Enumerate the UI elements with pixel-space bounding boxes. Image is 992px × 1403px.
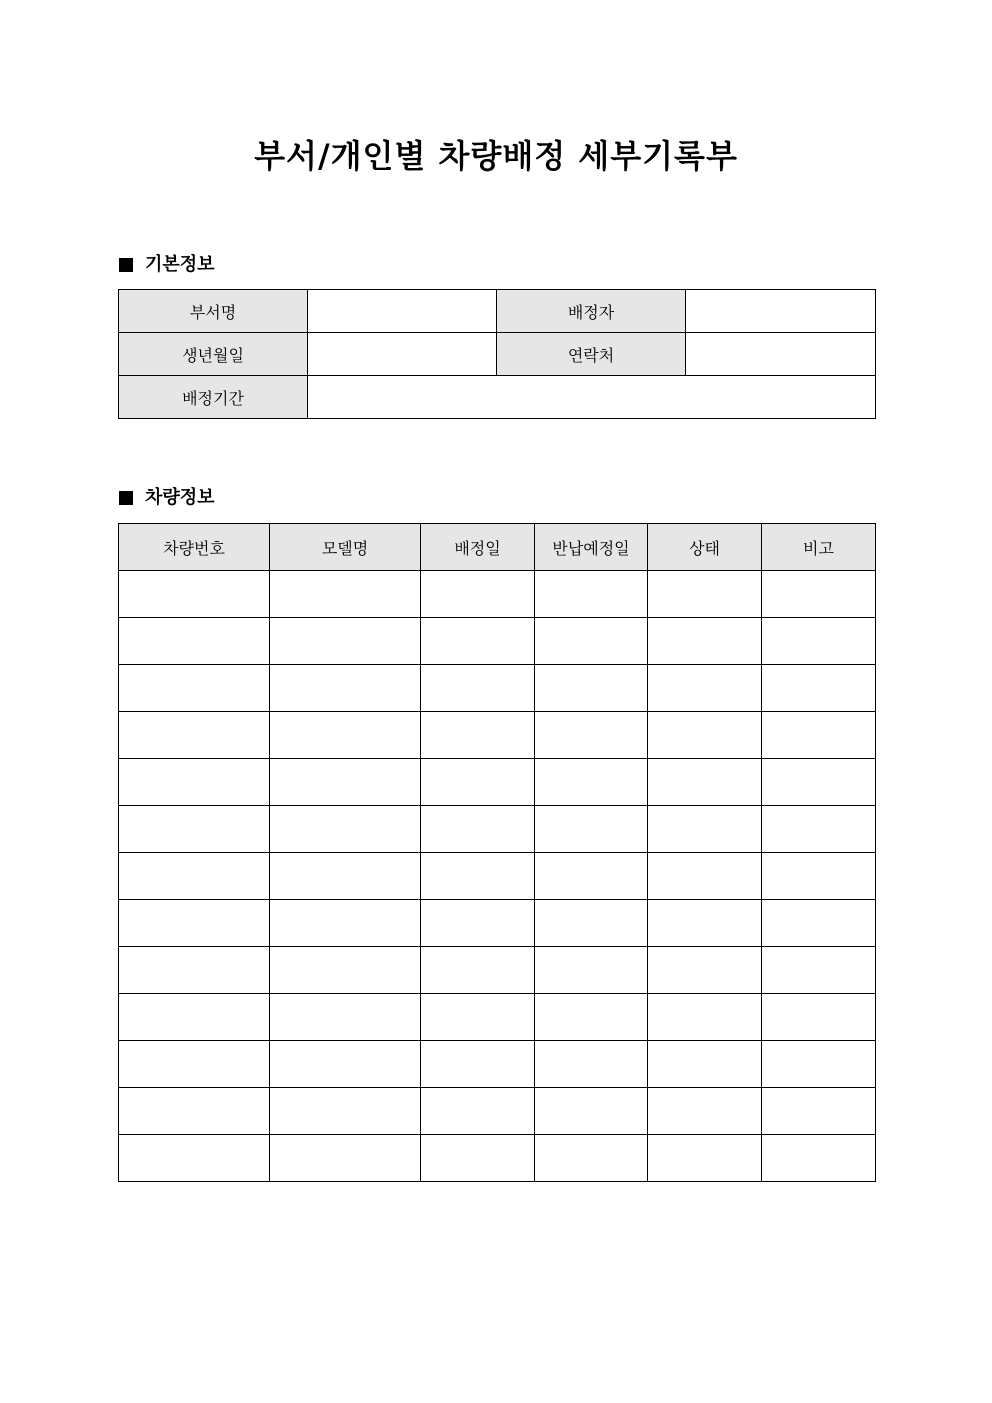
assign-date-cell[interactable]: [421, 853, 535, 900]
remarks-cell[interactable]: [762, 712, 876, 759]
return-date-cell[interactable]: [535, 759, 648, 806]
model-cell[interactable]: [270, 1088, 421, 1135]
return-date-cell[interactable]: [535, 618, 648, 665]
contact-label: 연락처: [497, 333, 686, 376]
return-date-cell[interactable]: [535, 994, 648, 1041]
period-value[interactable]: [308, 376, 876, 419]
table-row: [119, 853, 876, 900]
vehicle-table-body: [119, 571, 876, 1182]
table-row: [119, 618, 876, 665]
vehicle-info-heading: [119, 486, 215, 510]
status-cell[interactable]: [648, 947, 762, 994]
assign-date-cell[interactable]: [421, 665, 535, 712]
remarks-cell[interactable]: [762, 665, 876, 712]
vehicle-number-cell[interactable]: [119, 806, 270, 853]
assign-date-cell[interactable]: [421, 712, 535, 759]
vehicle-number-cell[interactable]: [119, 853, 270, 900]
model-cell[interactable]: [270, 806, 421, 853]
table-row: [119, 1135, 876, 1182]
vehicle-number-cell[interactable]: [119, 618, 270, 665]
table-row: [119, 900, 876, 947]
remarks-cell[interactable]: [762, 900, 876, 947]
return-date-cell[interactable]: [535, 806, 648, 853]
model-cell[interactable]: [270, 618, 421, 665]
vehicle-number-cell[interactable]: [119, 1041, 270, 1088]
remarks-cell[interactable]: [762, 618, 876, 665]
basic-info-row: [119, 290, 876, 333]
square-bullet-icon: [119, 491, 133, 505]
model-cell[interactable]: [270, 1135, 421, 1182]
assign-date-cell[interactable]: [421, 759, 535, 806]
status-cell[interactable]: [648, 618, 762, 665]
remarks-cell[interactable]: [762, 759, 876, 806]
vehicle-number-cell[interactable]: [119, 759, 270, 806]
status-cell[interactable]: [648, 994, 762, 1041]
status-cell[interactable]: [648, 1041, 762, 1088]
status-cell[interactable]: [648, 571, 762, 618]
column-header-status: 상태: [648, 524, 762, 571]
remarks-cell[interactable]: [762, 806, 876, 853]
model-cell[interactable]: [270, 853, 421, 900]
assign-date-cell[interactable]: [421, 947, 535, 994]
assign-date-cell[interactable]: [421, 806, 535, 853]
column-header-remarks: 비고: [762, 524, 876, 571]
vehicle-number-cell[interactable]: [119, 665, 270, 712]
return-date-cell[interactable]: [535, 712, 648, 759]
return-date-cell[interactable]: [535, 853, 648, 900]
assign-date-cell[interactable]: [421, 1088, 535, 1135]
vehicle-number-cell[interactable]: [119, 994, 270, 1041]
assign-date-cell[interactable]: [421, 900, 535, 947]
column-header-model: 모델명: [270, 524, 421, 571]
remarks-cell[interactable]: [762, 853, 876, 900]
return-date-cell[interactable]: [535, 1135, 648, 1182]
return-date-cell[interactable]: [535, 665, 648, 712]
assign-date-cell[interactable]: [421, 1041, 535, 1088]
model-cell[interactable]: [270, 759, 421, 806]
assign-date-cell[interactable]: [421, 1135, 535, 1182]
column-header-vehicle-number: 차량번호: [119, 524, 270, 571]
assign-date-cell[interactable]: [421, 571, 535, 618]
vehicle-info-heading-label: 차량정보: [145, 487, 215, 508]
department-label: 부서명: [119, 290, 308, 333]
status-cell[interactable]: [648, 665, 762, 712]
remarks-cell[interactable]: [762, 1041, 876, 1088]
remarks-cell[interactable]: [762, 571, 876, 618]
basic-info-heading: [119, 253, 215, 277]
document-title: 부서/개인별 차량배정 세부기록부: [254, 137, 738, 175]
status-cell[interactable]: [648, 900, 762, 947]
status-cell[interactable]: [648, 712, 762, 759]
birthdate-label: 생년월일: [119, 333, 308, 376]
basic-info-table: [118, 289, 876, 419]
assign-date-cell[interactable]: [421, 618, 535, 665]
column-header-return-date: 반납예정일: [535, 524, 648, 571]
table-row: [119, 806, 876, 853]
table-row: [119, 665, 876, 712]
period-label: 배정기간: [119, 376, 308, 419]
remarks-cell[interactable]: [762, 947, 876, 994]
vehicle-info-table: [118, 523, 876, 1182]
model-cell[interactable]: [270, 712, 421, 759]
table-row: [119, 947, 876, 994]
square-bullet-icon: [119, 258, 133, 272]
vehicle-number-cell[interactable]: [119, 1135, 270, 1182]
model-cell[interactable]: [270, 900, 421, 947]
contact-value[interactable]: [686, 333, 876, 376]
remarks-cell[interactable]: [762, 1088, 876, 1135]
vehicle-number-cell[interactable]: [119, 712, 270, 759]
status-cell[interactable]: [648, 1135, 762, 1182]
table-row: [119, 712, 876, 759]
model-cell[interactable]: [270, 665, 421, 712]
vehicle-number-cell[interactable]: [119, 900, 270, 947]
vehicle-header-row: [119, 524, 876, 571]
table-row: [119, 1088, 876, 1135]
vehicle-number-cell[interactable]: [119, 947, 270, 994]
status-cell[interactable]: [648, 1088, 762, 1135]
return-date-cell[interactable]: [535, 1041, 648, 1088]
assignee-label: 배정자: [497, 290, 686, 333]
vehicle-number-cell[interactable]: [119, 571, 270, 618]
remarks-cell[interactable]: [762, 1135, 876, 1182]
return-date-cell[interactable]: [535, 947, 648, 994]
model-cell[interactable]: [270, 947, 421, 994]
model-cell[interactable]: [270, 571, 421, 618]
vehicle-number-cell[interactable]: [119, 1088, 270, 1135]
status-cell[interactable]: [648, 759, 762, 806]
table-row: [119, 1041, 876, 1088]
table-row: [119, 994, 876, 1041]
status-cell[interactable]: [648, 806, 762, 853]
birthdate-value[interactable]: [308, 333, 497, 376]
status-cell[interactable]: [648, 853, 762, 900]
assign-date-cell[interactable]: [421, 994, 535, 1041]
basic-info-heading-label: 기본정보: [145, 254, 215, 275]
return-date-cell[interactable]: [535, 1088, 648, 1135]
table-row: [119, 571, 876, 618]
return-date-cell[interactable]: [535, 571, 648, 618]
table-row: [119, 759, 876, 806]
model-cell[interactable]: [270, 994, 421, 1041]
department-value[interactable]: [308, 290, 497, 333]
return-date-cell[interactable]: [535, 900, 648, 947]
remarks-cell[interactable]: [762, 994, 876, 1041]
model-cell[interactable]: [270, 1041, 421, 1088]
assignee-value[interactable]: [686, 290, 876, 333]
column-header-assign-date: 배정일: [421, 524, 535, 571]
basic-info-row: [119, 333, 876, 376]
basic-info-row: [119, 376, 876, 419]
